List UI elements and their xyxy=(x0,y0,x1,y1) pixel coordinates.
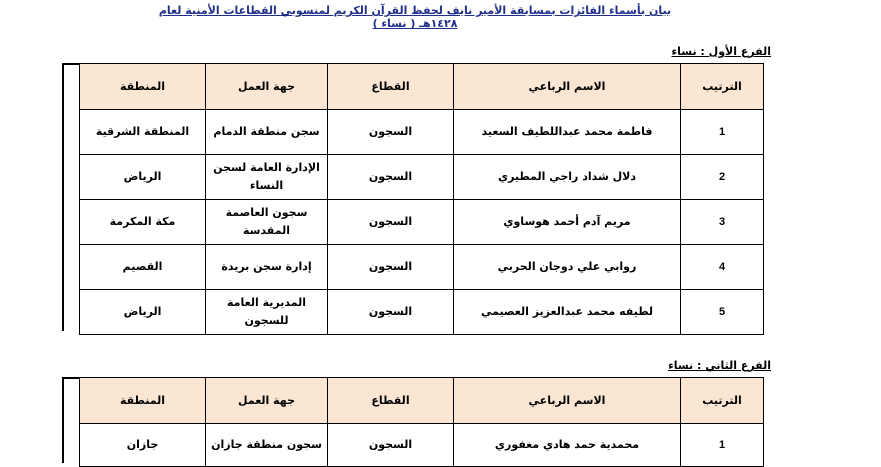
cell-region: مكة المكرمة xyxy=(80,200,206,245)
cell-rank: 1 xyxy=(681,110,764,155)
cell-region: المنطقة الشرقية xyxy=(80,110,206,155)
cell-workplace: المديرية العامة للسجون xyxy=(206,290,328,335)
section-2-left-rule xyxy=(62,377,64,463)
header-sector: القطاع xyxy=(328,64,454,110)
cell-name: روابي علي دوجان الحربي xyxy=(454,245,681,290)
cell-workplace: إدارة سجن بريدة xyxy=(206,245,328,290)
cell-sector: السجون xyxy=(328,200,454,245)
cell-region: الرياض xyxy=(80,155,206,200)
table-header-row xyxy=(80,64,764,110)
cell-sector: السجون xyxy=(328,424,454,467)
section-1-table xyxy=(79,63,764,335)
header-region: المنطقة xyxy=(80,378,206,424)
header-name: الاسم الرباعي xyxy=(454,378,681,424)
cell-rank: 4 xyxy=(681,245,764,290)
table-row xyxy=(80,110,764,155)
table-row xyxy=(80,200,764,245)
header-sector: القطاع xyxy=(328,378,454,424)
cell-rank: 2 xyxy=(681,155,764,200)
cell-rank: 5 xyxy=(681,290,764,335)
cell-name: مريم آدم أحمد هوساوي xyxy=(454,200,681,245)
header-workplace: جهة العمل xyxy=(206,64,328,110)
section-2-table xyxy=(79,377,764,467)
table-row xyxy=(80,290,764,335)
section-2-label: الفرع الثاني : نساء xyxy=(668,359,771,372)
cell-name: لطيفه محمد عبدالعزيز العصيمي xyxy=(454,290,681,335)
table-row xyxy=(80,245,764,290)
cell-workplace: سجون العاصمة المقدسة xyxy=(206,200,328,245)
table-row xyxy=(80,155,764,200)
cell-workplace: سجون منطقة جازان xyxy=(206,424,328,467)
cell-region: جازان xyxy=(80,424,206,467)
cell-region: الرياض xyxy=(80,290,206,335)
cell-sector: السجون xyxy=(328,290,454,335)
cell-name: دلال شداد راجي المطيري xyxy=(454,155,681,200)
section-1-label: الفرع الأول : نساء xyxy=(671,45,771,58)
header-region: المنطقة xyxy=(80,64,206,110)
cell-name: محمدية حمد هادي مغفوري xyxy=(454,424,681,467)
cell-workplace: الإدارة العامة لسجن النساء xyxy=(206,155,328,200)
header-name: الاسم الرباعي xyxy=(454,64,681,110)
cell-workplace: سجن منطقة الدمام xyxy=(206,110,328,155)
header-rank: الترتيب xyxy=(681,378,764,424)
table-row xyxy=(80,424,764,467)
cell-sector: السجون xyxy=(328,110,454,155)
cell-rank: 3 xyxy=(681,200,764,245)
cell-rank: 1 xyxy=(681,424,764,467)
table-header-row xyxy=(80,378,764,424)
cell-sector: السجون xyxy=(328,245,454,290)
section-1-left-rule xyxy=(62,63,64,331)
document-title: بيان بأسماء الفائزات بمسابقة الأمير نايف لحفظ القرآن الكريم لمنسوبي القطاعات الأمنية لعام ١٤٢٨هـ ( نساء ) xyxy=(158,4,672,30)
header-rank: الترتيب xyxy=(681,64,764,110)
cell-sector: السجون xyxy=(328,155,454,200)
cell-name: فاطمة محمد عبداللطيف السعيد xyxy=(454,110,681,155)
header-workplace: جهة العمل xyxy=(206,378,328,424)
cell-region: القصيم xyxy=(80,245,206,290)
